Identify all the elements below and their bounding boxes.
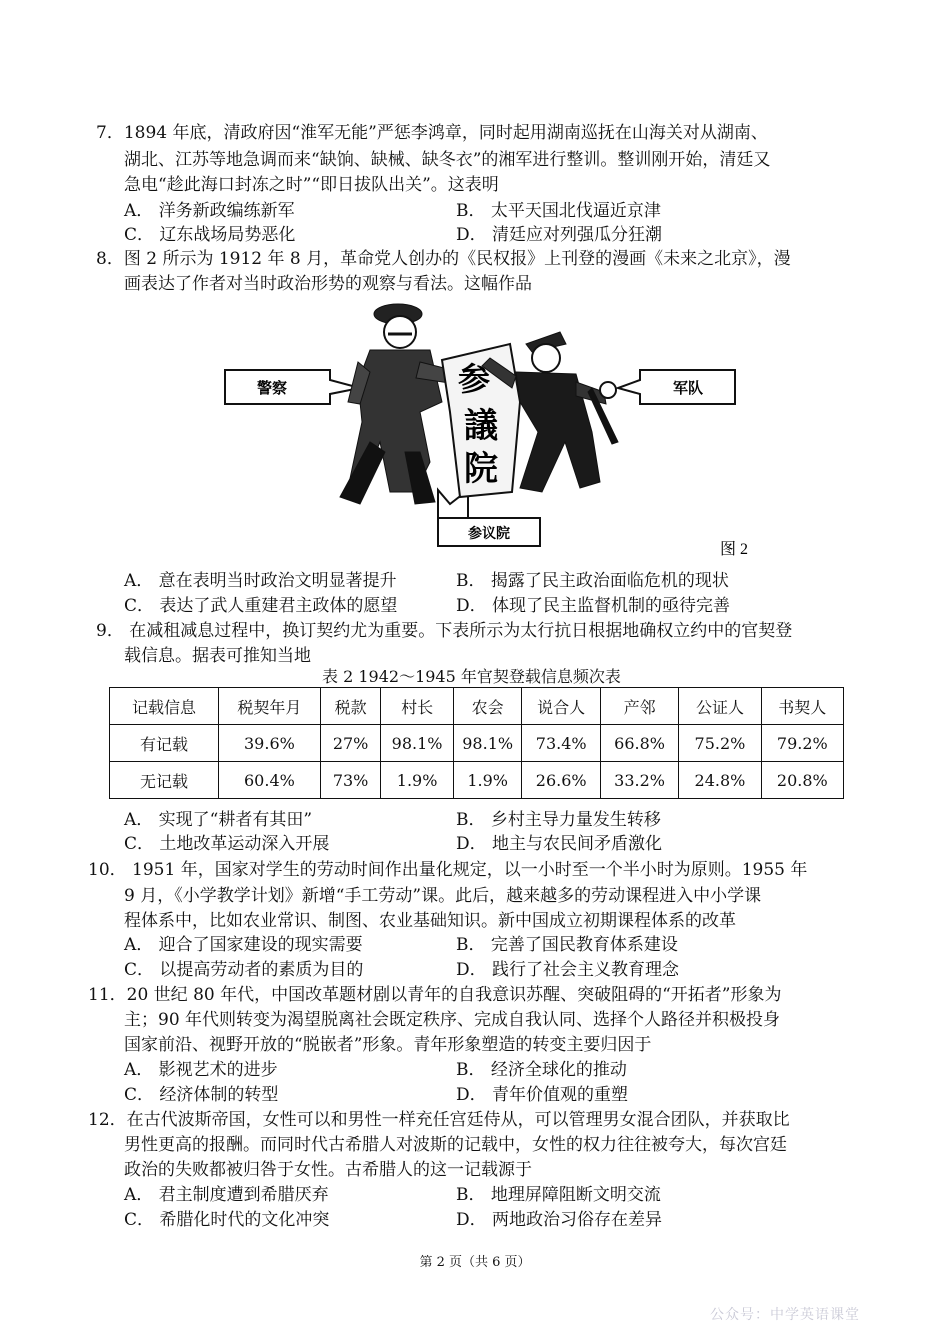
- question-10-option-c[interactable]: C． 以提高劳动者的素质为目的: [124, 960, 364, 980]
- table-cell: 1.9%: [453, 762, 522, 799]
- watermark: 公众号：中学英语课堂: [710, 1307, 860, 1323]
- table-header-row: [110, 688, 844, 725]
- question-10-option-d[interactable]: D． 践行了社会主义教育理念: [456, 960, 680, 980]
- table-cell: 60.4%: [218, 762, 320, 799]
- question-8-option-d[interactable]: D． 体现了民主监督机制的亟待完善: [456, 596, 731, 616]
- question-11-line-3: 国家前沿、视野开放的“脱嵌者”形象。青年形象塑造的转变主要归因于: [124, 1035, 652, 1055]
- table-header-cell: 税契年月: [218, 688, 320, 725]
- table-cell: 73.4%: [522, 725, 600, 762]
- table-2: [109, 687, 844, 799]
- table-cell: 27%: [320, 725, 380, 762]
- question-9-line-1: 9． 在减租减息过程中，换订契约尤为重要。下表所示为太行抗日根据地确权立约中的官契登: [96, 621, 793, 641]
- table-cell: 75.2%: [679, 725, 761, 762]
- question-12-option-c[interactable]: C． 希腊化时代的文化冲突: [124, 1210, 330, 1230]
- question-8-option-c[interactable]: C． 表达了武人重建君主政体的愿望: [124, 596, 398, 616]
- table-cell: 24.8%: [679, 762, 761, 799]
- cartoon-figure: [220, 292, 748, 558]
- question-8-line-2: 画表达了作者对当时政治形势的观察与看法。这幅作品: [124, 274, 532, 294]
- table-header-cell: 农会: [453, 688, 522, 725]
- question-10-line-3: 程体系中，比如农业常识、制图、农业基础知识。新中国成立初期课程体系的改革: [124, 911, 736, 931]
- table-header-cell: 说合人: [522, 688, 600, 725]
- table-header-cell: 税款: [320, 688, 380, 725]
- question-10-line-2: 9 月，《小学教学计划》新增“手工劳动”课。此后，越来越多的劳动课程进入中小学课: [124, 886, 762, 906]
- callout-senate-label: 参议院: [468, 526, 510, 542]
- question-9-line-2: 载信息。据表可推知当地: [124, 646, 311, 666]
- table-cell: 20.8%: [761, 762, 843, 799]
- banner-char-2: 議: [464, 406, 498, 446]
- table-cell: 73%: [320, 762, 380, 799]
- question-11-option-a[interactable]: A． 影视艺术的进步: [124, 1060, 278, 1080]
- question-12-line-3: 政治的失败都被归咎于女性。古希腊人的这一记载源于: [124, 1160, 532, 1180]
- question-10-line-1: 10． 1951 年，国家对学生的劳动时间作出量化规定，以一小时至一个半小时为原则。1955 年: [88, 860, 808, 880]
- table-cell: 1.9%: [381, 762, 454, 799]
- question-9-option-b[interactable]: B． 乡村主导力量发生转移: [456, 810, 661, 830]
- question-8-line-1: 8．图 2 所示为 1912 年 8 月，革命党人创办的《民权报》上刊登的漫画《未来之北京》，漫: [96, 249, 791, 269]
- table-header-cell: 公证人: [679, 688, 761, 725]
- callout-army-label: 军队: [672, 379, 704, 397]
- question-12-option-a[interactable]: A． 君主制度遭到希腊厌弃: [124, 1185, 329, 1205]
- question-7-option-a[interactable]: A． 洋务新政编练新军: [124, 201, 295, 221]
- table-cell: 98.1%: [453, 725, 522, 762]
- question-10-option-a[interactable]: A． 迎合了国家建设的现实需要: [124, 935, 363, 955]
- table-cell: 39.6%: [218, 725, 320, 762]
- banner-char-3: 院: [464, 449, 498, 489]
- question-11-option-b[interactable]: B． 经济全球化的推动: [456, 1060, 627, 1080]
- question-11-option-d[interactable]: D． 青年价值观的重塑: [456, 1085, 629, 1105]
- callout-army: [618, 370, 735, 404]
- question-12-option-d[interactable]: D． 两地政治习俗存在差异: [456, 1210, 663, 1230]
- question-7-option-b[interactable]: B． 太平天国北伐逼近京津: [456, 201, 661, 221]
- question-7-option-c[interactable]: C． 辽东战场局势恶化: [124, 225, 296, 245]
- question-8-option-a[interactable]: A． 意在表明当时政治文明显著提升: [124, 571, 397, 591]
- table-header-cell: 记载信息: [110, 688, 219, 725]
- callout-police-label: 警察: [256, 379, 288, 397]
- page-footer: 第 2 页（共 6 页）: [419, 1255, 531, 1270]
- question-12-line-2: 男性更高的报酬。而同时代古希腊人对波斯的记载中，女性的权力往往被夸大，每次宫廷: [124, 1135, 787, 1155]
- question-7-line-3: 急电“趁此海口封冻之时”“即日拔队出关”。这表明: [124, 175, 499, 195]
- question-9-option-c[interactable]: C． 土地改革运动深入开展: [124, 834, 330, 854]
- figure-2-label: 图 2: [719, 541, 748, 558]
- callout-senate: [438, 490, 540, 546]
- question-8-option-b[interactable]: B． 揭露了民主政治面临危机的现状: [456, 571, 729, 591]
- question-12-line-1: 12．在古代波斯帝国，女性可以和男性一样充任宫廷侍从，可以管理男女混合团队，并获取比: [88, 1110, 790, 1130]
- table-header-cell: 书契人: [761, 688, 843, 725]
- table-cell: 有记载: [110, 725, 219, 762]
- question-9-option-d[interactable]: D． 地主与农民间矛盾激化: [456, 834, 663, 854]
- question-7-line-2: 湖北、江苏等地急调而来“缺饷、缺械、缺冬衣”的湘军进行整训。整训刚开始，清廷又: [124, 150, 771, 170]
- question-10-option-b[interactable]: B． 完善了国民教育体系建设: [456, 935, 678, 955]
- callout-police: [225, 370, 360, 404]
- table-cell: 79.2%: [761, 725, 843, 762]
- question-9-option-a[interactable]: A． 实现了“耕者有其田”: [124, 810, 313, 830]
- table-cell: 98.1%: [381, 725, 454, 762]
- question-11-line-2: 主；90 年代则转变为渴望脱离社会既定秩序、完成自我认同、选择个人路径并积极投身: [124, 1010, 781, 1030]
- table-header-cell: 村长: [381, 688, 454, 725]
- banner-char-1: 参: [458, 360, 491, 398]
- question-11-option-c[interactable]: C． 经济体制的转型: [124, 1085, 279, 1105]
- question-7-line-1: 7．1894 年底，清政府因“淮军无能”严惩李鸿章，同时起用湖南巡抚在山海关对从湖南、: [96, 123, 768, 143]
- table-header-cell: 产邻: [600, 688, 678, 725]
- question-11-line-1: 11．20 世纪 80 年代，中国改革题材剧以青年的自我意识苏醒、突破阻碍的“开拓者”形象为: [88, 985, 782, 1005]
- question-7-option-d[interactable]: D． 清廷应对列强瓜分狂潮: [456, 225, 663, 245]
- table-cell: 66.8%: [600, 725, 678, 762]
- table-2-caption: 表 2 1942～1945 年官契登载信息频次表: [322, 667, 621, 686]
- table-row: [110, 762, 844, 799]
- table-cell: 无记载: [110, 762, 219, 799]
- table-cell: 26.6%: [522, 762, 600, 799]
- table-row: [110, 725, 844, 762]
- question-12-option-b[interactable]: B． 地理屏障阻断文明交流: [456, 1185, 661, 1205]
- senate-banner: [442, 344, 520, 497]
- table-cell: 33.2%: [600, 762, 678, 799]
- police-figure: [340, 304, 460, 504]
